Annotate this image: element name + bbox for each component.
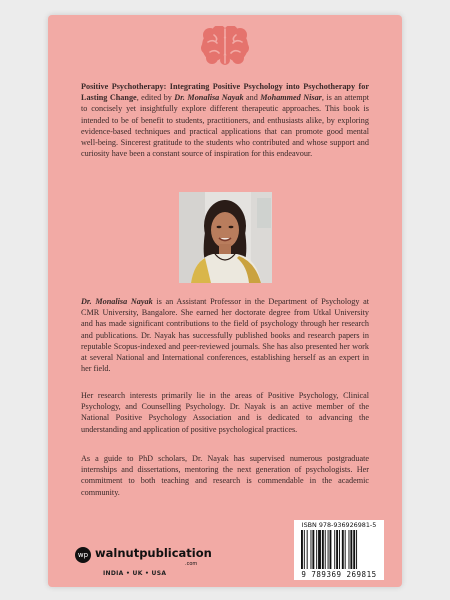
publisher-logo xyxy=(75,547,225,587)
author-photo xyxy=(179,192,272,283)
edited-by-text: , edited by xyxy=(136,93,175,103)
editor-name-1: Dr. Monalisa Nayak xyxy=(174,93,244,103)
author-bio-3: As a guide to PhD scholars, Dr. Nayak has supervised numerous postgraduate internships and dissertations, mentoring the next generation of psychologists. Her commitment to both teaching and research is commendable in the academic community. xyxy=(81,454,369,497)
editor-name-2: Mohammed Nisar xyxy=(260,93,322,103)
author-bio-1-text: is an Assistant Professor in the Department of Psychology at CMR University, Bangalore. She earned her doctorate degree from Utkal University and has made significant contributions to the field of psychology through her research and publications. Dr. Nayak has successfully published books and research papers in reputable Scopus-indexed and peer-reviewed journals. She has also presented her work at several National and International conferences, establishing herself as an expert in her field. xyxy=(81,297,369,374)
brain-icon xyxy=(201,26,249,66)
isbn-barcode xyxy=(294,520,384,580)
barcode-digits: 9 789369 269815 xyxy=(301,570,377,579)
publisher-suffix: .com xyxy=(185,561,198,567)
author-bio-1 xyxy=(81,296,369,374)
book-back-cover xyxy=(48,15,402,587)
book-title: Positive Psychotherapy: Integrating Positive Psychology into Psychotherapy for Lasting Change xyxy=(81,82,369,103)
book-summary xyxy=(81,81,369,159)
and-text: and xyxy=(243,93,261,103)
walnut-logo-icon: wp xyxy=(75,547,91,563)
author-name: Dr. Monalisa Nayak xyxy=(81,297,153,306)
author-bio-2: Her research interests primarily lie in the areas of Positive Psychology, Clinical Psychology, and Counselling Psychology. Dr. Nayak is an active member of the National Positive Psychology Association and is dedicated to advancing the understanding and application of positive psychological practices. xyxy=(81,391,369,434)
isbn-label: ISBN 978-936926981-5 xyxy=(301,521,377,529)
book-description: , is an attempt to concisely yet insightfully explore different therapeutic approaches. This book is intended to be of benefit to students, practitioners, and enthusiasts alike, by exploring evidence-based techniques and practical applications that can promote good mental well-being. Sincerest gratitude to the students who contributed and whose support and curiosity have been a constant source of inspiration for this endeavour. xyxy=(81,93,370,159)
publisher-name: walnutpublication xyxy=(95,546,212,560)
publisher-countries: INDIA • UK • USA xyxy=(103,570,167,577)
